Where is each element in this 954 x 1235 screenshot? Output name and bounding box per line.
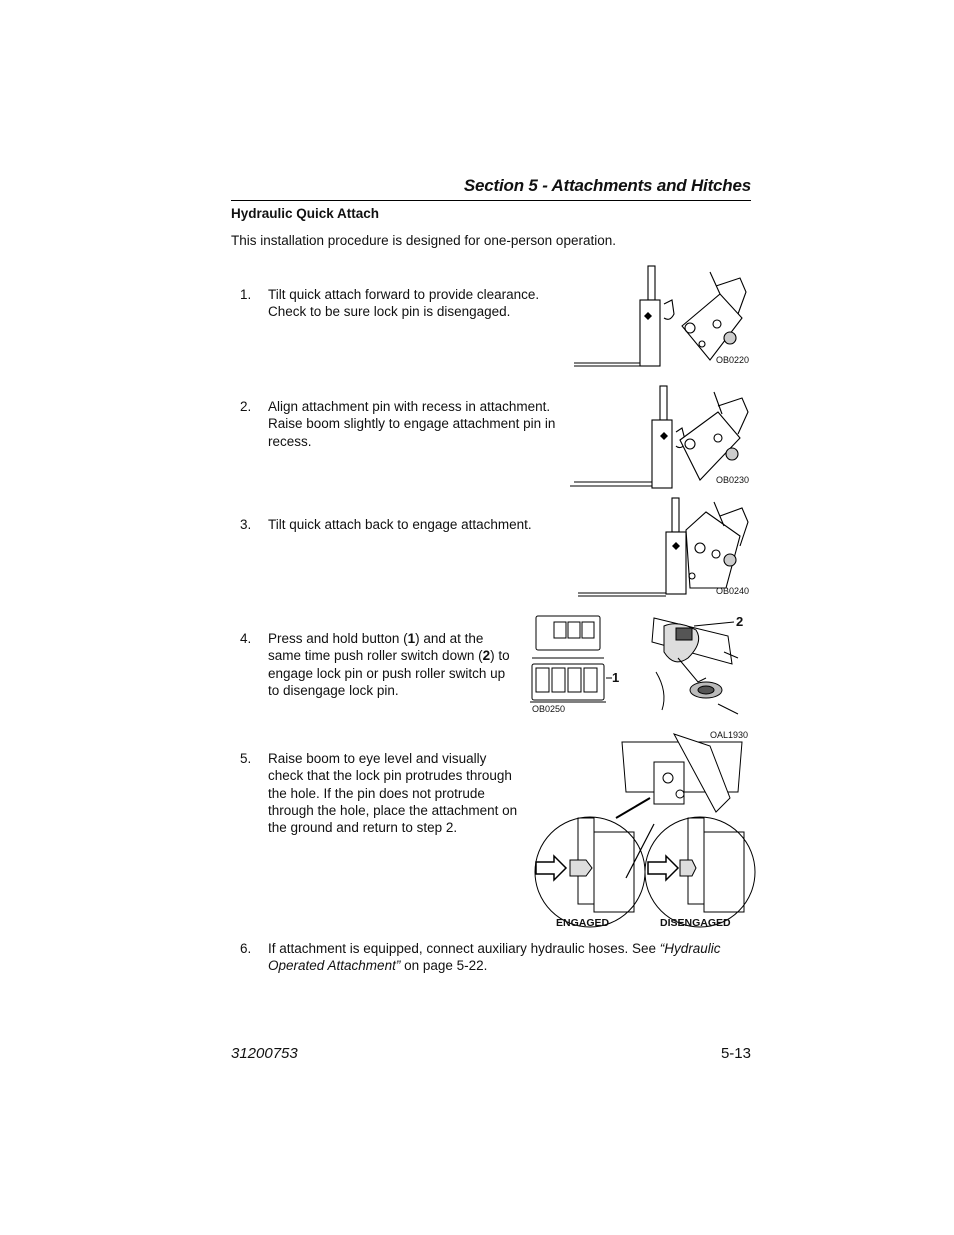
step-5 [240, 750, 530, 840]
step-text-line: to disengage lock pin. [268, 682, 399, 698]
figure-code: OB0240 [715, 586, 749, 596]
step-number: 2. [240, 399, 252, 414]
step-3 [240, 516, 560, 536]
step-2 [240, 398, 570, 454]
callout-1: 1 [612, 670, 620, 685]
step-6 [240, 940, 740, 980]
cross-reference[interactable]: “Hydraulic [659, 941, 721, 956]
figure-ob0220 [570, 264, 752, 370]
step-text: If attachment is equipped, connect auxiliary hydraulic hoses. See [268, 941, 660, 956]
callout-ref: 1 [407, 631, 416, 646]
step-text: ) and at the [415, 631, 484, 646]
step-text-line: Check to be sure lock pin is disengaged. [268, 304, 511, 320]
section-title: Section 5 - Attachments and Hitches [463, 176, 751, 195]
figure-ob0230 [568, 384, 752, 490]
callout-2: 2 [736, 614, 744, 629]
step-1 [240, 286, 560, 326]
figure-ob0240 [574, 496, 752, 600]
step-text: ) to [490, 648, 510, 664]
step-number: 5. [240, 751, 252, 766]
step-4 [240, 630, 520, 702]
figure-code: OB0250 [532, 704, 566, 714]
figure-code: OB0230 [715, 475, 749, 485]
step-text-line: engage lock pin or push roller switch up [268, 665, 506, 681]
label-engaged: ENGAGED [556, 917, 610, 929]
step-number: 4. [240, 631, 252, 646]
figure-code: OAL1930 [709, 730, 748, 740]
label-disengaged: DISENGAGED [660, 917, 731, 929]
page-number: 5-13 [720, 1045, 751, 1062]
step-text: Press and hold button ( [268, 631, 408, 646]
step-text-line: check that the lock pin protrudes through [268, 768, 512, 784]
step-number: 3. [240, 517, 252, 532]
cross-reference[interactable]: Operated Attachment” [268, 958, 401, 974]
header-rule [231, 200, 751, 201]
intro-text: This installation procedure is designed for one-person operation. [231, 233, 616, 248]
lock-pin-inspection-drawing [530, 728, 752, 934]
step-text-line: through the hole, place the attachment on [268, 802, 518, 818]
quick-attach-tilted-back-drawing [574, 496, 752, 600]
step-text: same time push roller switch down ( [268, 648, 483, 664]
step-number: 1. [240, 287, 252, 302]
step-text-line: Raise boom slightly to engage attachment pin in [268, 416, 556, 432]
step-text-line: recess. [268, 433, 312, 449]
subheading: Hydraulic Quick Attach [231, 206, 380, 221]
step-text-line: Tilt quick attach back to engage attachment. [268, 517, 532, 532]
step-text-line: Raise boom to eye level and visually [268, 751, 487, 766]
figure-code: OB0220 [715, 355, 749, 365]
step-text-line: Tilt quick attach forward to provide clearance. [268, 287, 540, 302]
step-text-line: the hole. If the pin does not protrude [268, 785, 485, 801]
figure-ob0250 [528, 612, 750, 720]
figure-oal1930 [530, 728, 752, 934]
step-text: on page 5-22. [400, 958, 488, 974]
callout-ref: 2 [482, 648, 491, 664]
document-number: 31200753 [231, 1045, 298, 1062]
step-text-line: the ground and return to step 2. [268, 820, 458, 836]
step-number: 6. [240, 941, 252, 956]
step-text-line: Align attachment pin with recess in attachment. [268, 399, 551, 414]
